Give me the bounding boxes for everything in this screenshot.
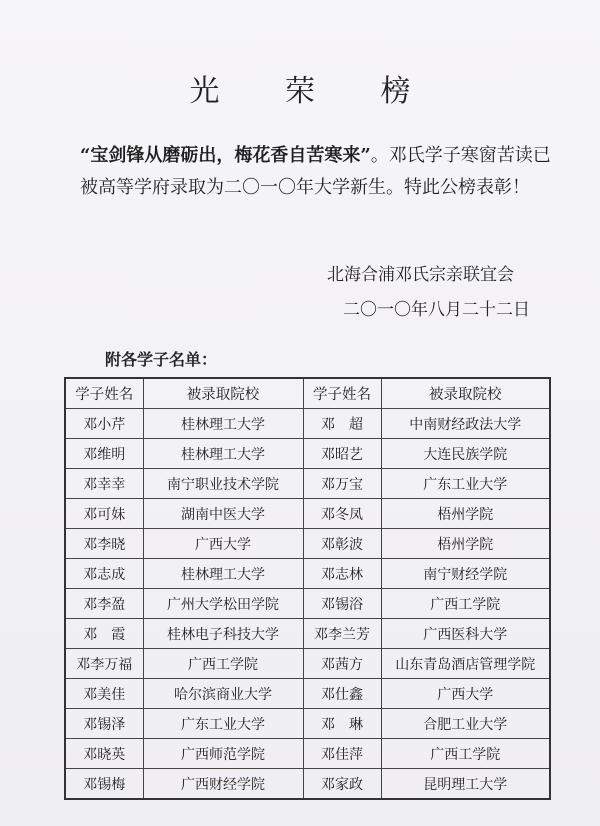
list-title: 附各学子名单： <box>105 350 218 369</box>
school-name-cell: 广西工学院 <box>143 649 303 679</box>
header-name-1: 学子姓名 <box>65 378 143 409</box>
intro-quote: “宝剑锋从磨砺出，梅花香自苦寒来” <box>80 145 371 166</box>
student-name-cell: 邓万宝 <box>303 469 381 499</box>
student-name-cell: 邓美佳 <box>65 679 143 709</box>
student-name-cell: 邓昭艺 <box>303 439 381 469</box>
school-name-cell: 梧州学院 <box>381 529 550 559</box>
school-name-cell: 中南财经政法大学 <box>381 409 550 439</box>
student-name-cell: 邓幸幸 <box>65 469 143 499</box>
table-row <box>65 529 550 559</box>
student-name-cell: 邓李晓 <box>65 529 143 559</box>
table-row <box>65 589 550 619</box>
table-row <box>65 709 550 739</box>
student-name-cell: 邓 琳 <box>303 709 381 739</box>
school-name-cell: 昆明理工大学 <box>381 769 550 800</box>
table-row <box>65 439 550 469</box>
header-name-2: 学子姓名 <box>303 378 381 409</box>
table-row <box>65 469 550 499</box>
school-name-cell: 广西工学院 <box>381 739 550 769</box>
school-name-cell: 大连民族学院 <box>381 439 550 469</box>
table-row <box>65 499 550 529</box>
student-name-cell: 邓冬凤 <box>303 499 381 529</box>
header-school-2: 被录取院校 <box>381 378 550 409</box>
school-name-cell: 桂林理工大学 <box>143 559 303 589</box>
student-name-cell: 邓小芹 <box>65 409 143 439</box>
school-name-cell: 广州大学松田学院 <box>143 589 303 619</box>
student-name-cell: 邓茜方 <box>303 649 381 679</box>
school-name-cell: 南宁职业技术学院 <box>143 469 303 499</box>
intro-paragraph <box>80 140 560 204</box>
table-row <box>65 649 550 679</box>
school-name-cell: 广西大学 <box>143 529 303 559</box>
student-name-cell: 邓佳萍 <box>303 739 381 769</box>
school-name-cell: 桂林理工大学 <box>143 409 303 439</box>
school-name-cell: 广西医科大学 <box>381 619 550 649</box>
header-school-1: 被录取院校 <box>143 378 303 409</box>
student-name-cell: 邓锡泽 <box>65 709 143 739</box>
student-name-cell: 邓家政 <box>303 769 381 800</box>
school-name-cell: 湖南中医大学 <box>143 499 303 529</box>
student-name-cell: 邓志林 <box>303 559 381 589</box>
school-name-cell: 哈尔滨商业大学 <box>143 679 303 709</box>
table-row <box>65 769 550 800</box>
student-name-cell: 邓 超 <box>303 409 381 439</box>
student-name-cell: 邓锡梅 <box>65 769 143 800</box>
student-table <box>64 377 551 800</box>
student-name-cell: 邓志成 <box>65 559 143 589</box>
student-name-cell: 邓李万福 <box>65 649 143 679</box>
school-name-cell: 广西师范学院 <box>143 739 303 769</box>
school-name-cell: 合肥工业大学 <box>381 709 550 739</box>
student-name-cell: 邓可妹 <box>65 499 143 529</box>
school-name-cell: 广东工业大学 <box>143 709 303 739</box>
table-body <box>65 409 550 800</box>
school-name-cell: 广东工业大学 <box>381 469 550 499</box>
student-name-cell: 邓锡浴 <box>303 589 381 619</box>
school-name-cell: 桂林电子科技大学 <box>143 619 303 649</box>
table-row <box>65 619 550 649</box>
student-name-cell: 邓维明 <box>65 439 143 469</box>
school-name-cell: 梧州学院 <box>381 499 550 529</box>
page-title: 光 荣 榜 <box>189 74 439 109</box>
signature-date: 二〇一〇年八月二十二日 <box>343 300 530 320</box>
table-row <box>65 739 550 769</box>
school-name-cell: 广西工学院 <box>381 589 550 619</box>
school-name-cell: 山东青岛酒店管理学院 <box>381 649 550 679</box>
student-name-cell: 邓仕鑫 <box>303 679 381 709</box>
table-header-row <box>65 378 550 409</box>
table-row <box>65 679 550 709</box>
student-name-cell: 邓李盈 <box>65 589 143 619</box>
school-name-cell: 广西财经学院 <box>143 769 303 800</box>
signature-org: 北海合浦邓氏宗亲联宜会 <box>327 265 514 285</box>
student-name-cell: 邓晓英 <box>65 739 143 769</box>
school-name-cell: 南宁财经学院 <box>381 559 550 589</box>
table-row <box>65 409 550 439</box>
student-name-cell: 邓彰波 <box>303 529 381 559</box>
student-name-cell: 邓李兰芳 <box>303 619 381 649</box>
school-name-cell: 桂林理工大学 <box>143 439 303 469</box>
school-name-cell: 广西大学 <box>381 679 550 709</box>
intro-text: 。邓氏学子寒窗苦读已被高等学府录取为二〇一〇年大学新生。特此公榜表彰！ <box>80 145 551 198</box>
table-row <box>65 559 550 589</box>
student-name-cell: 邓 霞 <box>65 619 143 649</box>
